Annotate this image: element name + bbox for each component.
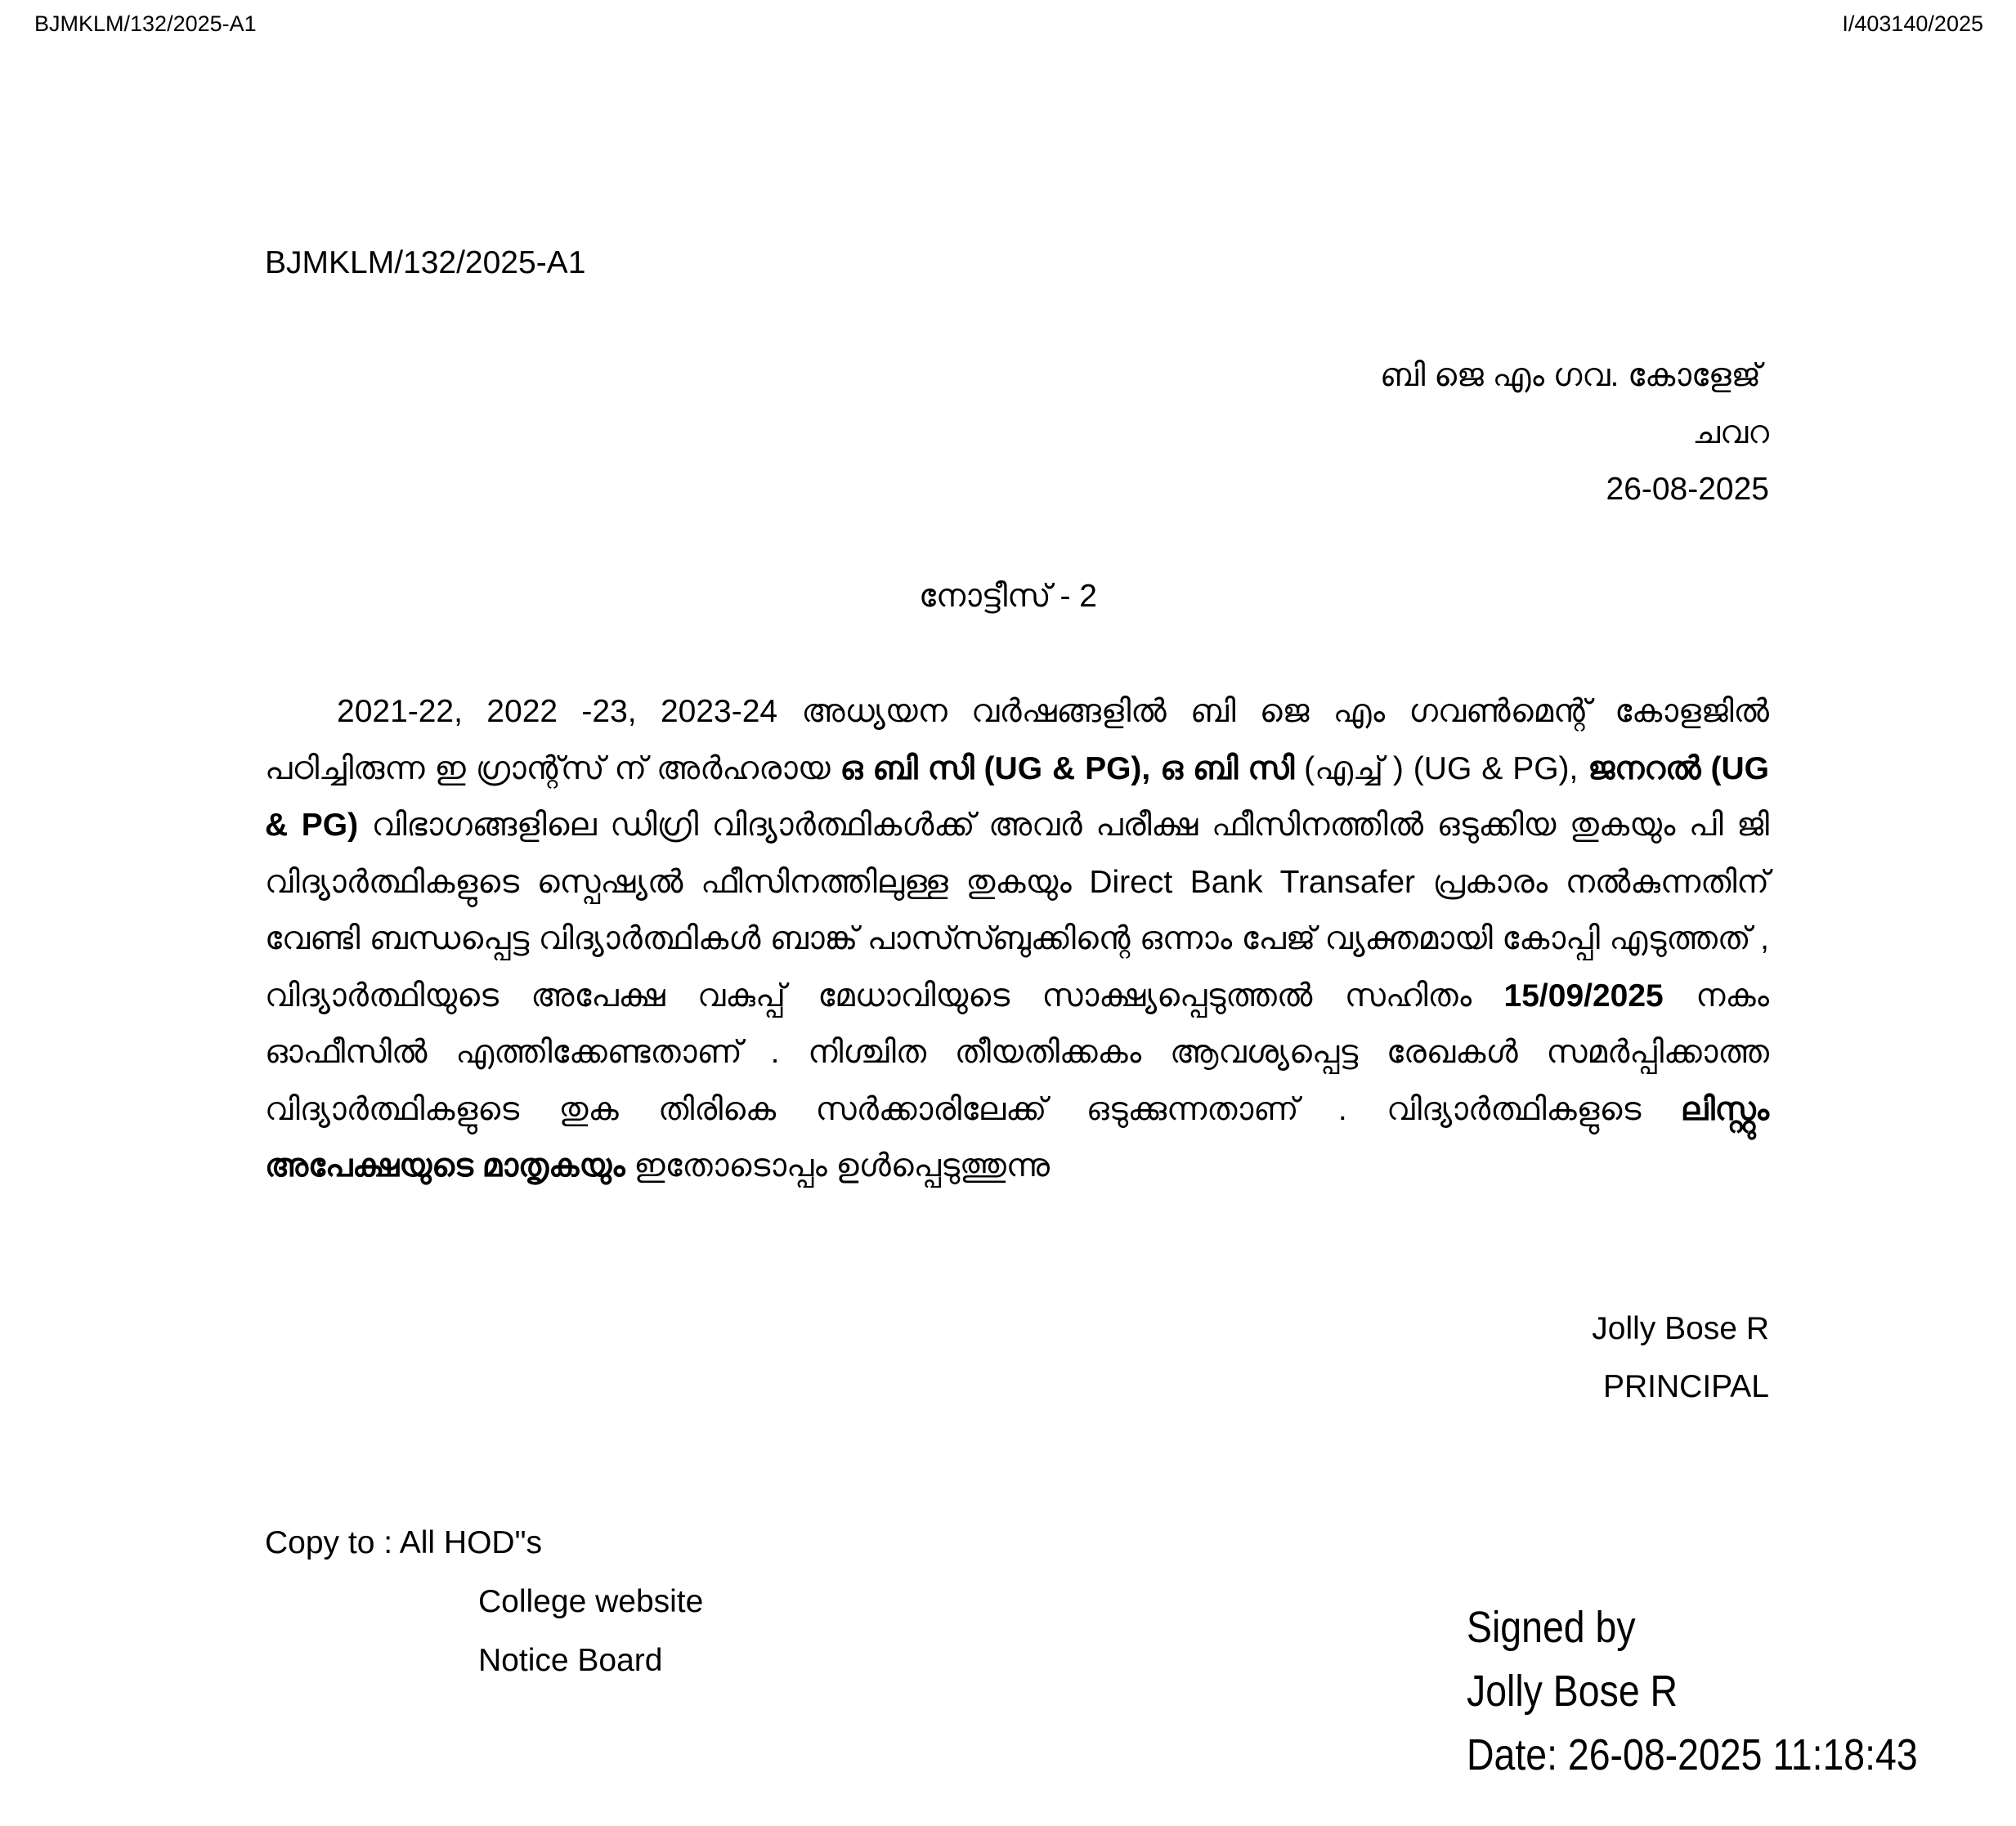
header-right-reference: I/403140/2025 bbox=[1842, 11, 1983, 36]
file-reference: BJMKLM/132/2025-A1 bbox=[265, 245, 586, 280]
body-bold-4: ലിസ്റ്റും അപേക്ഷയുടെ മാതൃകയും bbox=[265, 1091, 1769, 1184]
notice-title: നോട്ടീസ് - 2 bbox=[919, 579, 1097, 614]
digital-signature-name: Jolly Bose R bbox=[1467, 1667, 1678, 1716]
signatory-name: Jolly Bose R bbox=[1592, 1311, 1769, 1346]
college-name: ബി ജെ എം ഗവ. കോളേജ് bbox=[1379, 358, 1761, 393]
copy-to-label: Copy to : All HOD"s bbox=[265, 1525, 542, 1560]
notice-body bbox=[265, 683, 1769, 1195]
body-bold-1: ഒ ബി സി (UG & PG), ഒ ബി സി bbox=[840, 750, 1295, 786]
body-text-2: (എച്ച് ) (UG & PG), bbox=[1294, 750, 1588, 786]
body-bold-2: ജനറൽ (UG & PG) bbox=[265, 750, 1769, 843]
body-text-1: 2021-22, 2022 -23, 2023-24 അധ്യയന വർഷങ്ങളിൽ ബി ജെ എം ഗവൺമെന്റ് കോളജിൽ പഠിച്ചിരുന്ന ഇ ഗ്രാന്റ്സ് ന് അർഹരായ bbox=[265, 694, 1769, 786]
body-bold-deadline: 15/09/2025 bbox=[1503, 978, 1664, 1014]
letter-date: 26-08-2025 bbox=[1606, 472, 1769, 507]
digital-signature-date: Date: 26-08-2025 11:18:43 bbox=[1467, 1730, 1918, 1779]
copy-to-item: College website bbox=[478, 1584, 704, 1619]
body-text-4: നകം ഓഫീസിൽ എത്തിക്കേണ്ടതാണ് . നിശ്ചിത തീയതിക്കകം ആവശ്യപ്പെട്ട രേഖകൾ സമർപ്പിക്കാത്ത വിദ്യാർത്ഥികളുടെ തുക തിരികെ സർക്കാരിലേക്ക് ഒടുക്കുന്നതാണ് . വിദ്യാർത്ഥികളുടെ bbox=[265, 978, 1769, 1127]
college-place: ചവറ bbox=[1692, 415, 1769, 450]
copy-to-item: Notice Board bbox=[478, 1643, 663, 1678]
body-text-5: ഇതോടൊപ്പം ഉൾപ്പെടുത്തുന്നു bbox=[625, 1148, 1050, 1184]
digital-signature-signed-by: Signed by bbox=[1467, 1603, 1636, 1652]
signatory-title: PRINCIPAL bbox=[1603, 1369, 1769, 1404]
body-text-3: വിഭാഗങ്ങളിലെ ഡിഗ്രി വിദ്യാർത്ഥികൾക്ക് അവർ പരീക്ഷ ഫീസിനത്തിൽ ഒടുക്കിയ തുകയും പി ജി വിദ്യാർത്ഥികളുടെ സ്പെഷ്യൽ ഫീസിനത്തിലുള്ള തുകയും Direct Bank Transafer പ്രകാരം നൽകുന്നതിന് വേണ്ടി ബന്ധപ്പെട്ട വിദ്യാർത്ഥികൾ ബാങ്ക് പാസ്സ്ബുക്കിന്റെ ഒന്നാം പേജ് വ്യക്തമായി കോപ്പി എടുത്തത് , വിദ്യാർത്ഥിയുടെ അപേക്ഷ വകുപ്പ് മേധാവിയുടെ സാക്ഷ്യപ്പെടുത്തൽ സഹിതം bbox=[265, 808, 1769, 1014]
header-left-reference: BJMKLM/132/2025-A1 bbox=[34, 11, 257, 36]
